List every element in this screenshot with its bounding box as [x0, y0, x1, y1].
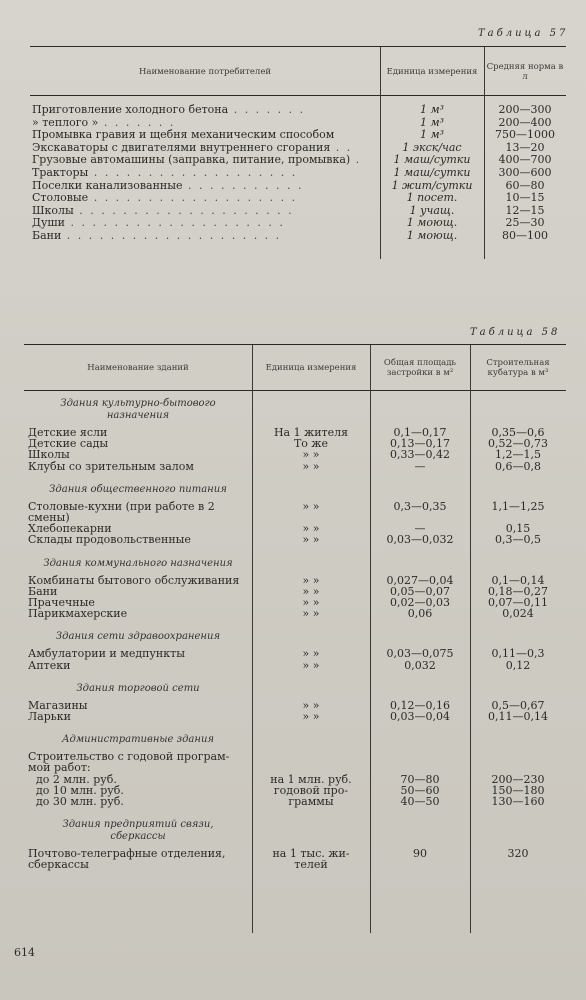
table58-row-unit: на 1 млн. руб. [270, 772, 352, 786]
table58-row-area: 0,05—0,07 [390, 584, 450, 598]
table58-row-area: 0,33—0,42 [390, 448, 450, 462]
table58-row-unit: » » [302, 607, 320, 621]
table58-row-vol: 0,024 [502, 607, 534, 621]
table58-row-unit: » » [302, 584, 320, 598]
table58-row-unit: годовой про- [273, 783, 349, 797]
table57-row-norm: 200—400 [498, 115, 552, 129]
table58-row-unit: » » [302, 459, 320, 473]
table57-row-unit: 1 экск/час [402, 140, 462, 154]
table57-row-unit: 1 м³ [419, 128, 445, 142]
table58-row-unit: » » [302, 698, 320, 712]
leader-dots: . . . . . . . . . . . [182, 179, 304, 192]
table57-row-unit: 1 учащ. [409, 203, 455, 217]
row-name-text: » теплого » [32, 116, 99, 129]
table58-section-title: Административные здания [61, 734, 215, 746]
table57-col-divider [380, 47, 381, 259]
table58-row-unit: » » [302, 448, 320, 462]
table58-section-title: Здания общественного питания [49, 483, 227, 495]
table58-section-title: сберкассы [110, 831, 166, 843]
table58-row-name: Бани [28, 584, 58, 598]
table58-row-name: Ларьки [28, 710, 71, 723]
table58-row-area: 0,12—0,16 [390, 698, 450, 712]
table58-caption: Таблица 58 [470, 327, 561, 338]
table57-row-name [32, 180, 378, 192]
table58-row-name: сберкассы [28, 858, 89, 872]
table57-row-unit: 1 моющ. [406, 229, 458, 242]
table57-row-norm: 10—15 [505, 191, 545, 205]
leader-dots: . [350, 154, 362, 167]
row-name-text: Приготовление холодного бетона [32, 104, 229, 116]
table57-header-rule [30, 95, 566, 96]
table58-top-rule [24, 344, 566, 345]
table57-row-norm: 200—300 [498, 103, 552, 116]
table58-row-name: до 10 млн. руб. [36, 783, 124, 797]
row-name-text: Грузовые автомашины (заправка, питание, промывка) [32, 154, 351, 167]
table58-row-vol: 0,52—0,73 [488, 437, 548, 451]
table58-row-name: мой работ: [28, 761, 91, 775]
table57-row-norm: 400—700 [498, 153, 552, 167]
table57-row-name [32, 192, 378, 204]
table58-header-name: Наименование зданий [87, 363, 189, 373]
table58-row-name: Комбинаты бытового обслуживания [28, 573, 240, 587]
table58-col-divider [370, 345, 371, 933]
table58-row-unit: » » [302, 533, 320, 547]
table58-row-vol: 0,12 [505, 658, 531, 672]
leader-dots: . . . . . . . . . . . . . . . . . . . [88, 192, 298, 205]
table58-row-unit: » » [302, 710, 320, 723]
table57-row-name [32, 104, 378, 116]
leader-dots: . . . . . . . . . . . . . . . . . . . [88, 167, 298, 179]
table58-row-unit: То же [293, 437, 329, 451]
table57-row-unit: 1 м³ [419, 115, 445, 129]
table57-row-norm: 80—100 [502, 229, 548, 242]
page-number: 614 [14, 946, 35, 959]
table58-row-area: 90 [413, 847, 427, 861]
table57-row-norm: 300—600 [498, 166, 552, 179]
table58-row-unit: » » [302, 573, 320, 587]
table58-row-vol: 1,2—1,5 [495, 448, 541, 462]
table58-section-title: Здания культурно-бытового [60, 398, 216, 409]
table58-row-area: 0,032 [404, 658, 436, 672]
table57-row-name [32, 142, 378, 154]
table58-row-name: Почтово-телеграфные отделения, [28, 847, 226, 861]
leader-dots: . . [330, 141, 353, 154]
table57-row-unit: 1 маш/сутки [393, 153, 471, 167]
table58-row-name: до 2 млн. руб. [36, 772, 117, 786]
table57-row-norm: 60—80 [505, 178, 545, 192]
table58-section-title: Здания торговой сети [76, 682, 200, 694]
table58-row-area: 70—80 [400, 772, 440, 786]
table58-row-vol: 0,15 [505, 522, 531, 536]
table58-col-divider [470, 345, 471, 933]
table58-row-vol: 0,3—0,5 [495, 533, 541, 547]
table57-row-norm: 25—30 [505, 216, 545, 230]
table58-row-name: Магазины [28, 698, 88, 712]
table58-row-name: Амбулатории и медпункты [28, 647, 185, 661]
table58-row-name: смены) [28, 511, 70, 524]
table57-caption: Таблица 57 [478, 28, 569, 39]
leader-dots: . . . . . . . . . . . . . . . . . . . . [61, 230, 282, 242]
table58-row-area: 0,06 [407, 607, 433, 621]
table58-section-title: Здания коммунального назначения [43, 557, 233, 569]
table58-row-vol: 0,07—0,11 [488, 596, 548, 609]
table57-row-unit: 1 жит/сутки [391, 178, 473, 192]
table58-row-area: — [414, 459, 426, 473]
table58-header-unit: Единица измерения [265, 363, 357, 373]
table58-row-name: Столовые-кухни (при работе в 2 [28, 499, 215, 513]
table58-row-unit: телей [294, 858, 328, 872]
table58-row-area: 0,3—0,35 [393, 499, 447, 513]
row-name-text: Экскаваторы с двигателями внутреннего сгорания [32, 141, 331, 154]
table58-row-name: Строительство с годовой програм- [28, 750, 230, 764]
table58-row-vol: 0,5—0,67 [491, 698, 545, 712]
table57-row-name [32, 167, 378, 179]
row-name-text: Поселки канализованные [32, 179, 183, 192]
table57-row-norm: 12—15 [505, 203, 545, 217]
table58-row-area: 40—50 [400, 795, 440, 808]
table57-row-unit: 1 маш/сутки [393, 166, 471, 179]
table58-row-vol: 150—180 [491, 783, 545, 797]
leader-dots: . . . . . . . . . . . . . . . . . . . . [64, 217, 285, 230]
table58-row-unit: » » [302, 647, 320, 661]
leader-dots: . . . . . . . [228, 104, 306, 116]
table57-row-name [32, 217, 378, 229]
table57-row-name [32, 129, 378, 141]
table58-row-name: Школы [28, 448, 70, 462]
leader-dots: . . . . . . . . . . . . . . . . . . . . [73, 204, 294, 217]
row-name-text: Тракторы [32, 167, 89, 179]
table58-col-divider [252, 345, 253, 933]
table58-row-unit: » » [302, 499, 320, 513]
table58-row-name: Клубы со зрительным залом [28, 459, 194, 473]
table57-row-name [32, 230, 378, 242]
table58-row-area: 0,03—0,032 [386, 533, 454, 547]
table58-row-unit: на 1 тыс. жи- [272, 847, 350, 861]
table57-row-name [32, 154, 378, 166]
table57-header-name: Наименование потребителей [138, 67, 272, 77]
table57-row-name [32, 205, 378, 217]
table58-row-area: 0,027—0,04 [386, 573, 454, 587]
row-name-text: Бани [32, 230, 62, 242]
table58-row-area: 0,03—0,075 [386, 647, 454, 661]
table57-row-norm: 750—1000 [495, 128, 555, 142]
row-name-text: Школы [32, 204, 74, 217]
table58-row-unit: » » [302, 522, 320, 536]
table58-section-title: Здания предприятий связи, [62, 819, 214, 831]
table58-row-unit: На 1 жителя [273, 426, 349, 439]
table58-row-area: 0,03—0,04 [390, 710, 450, 723]
table58-row-name: Детские сады [28, 437, 109, 451]
table58-row-area: 50—60 [400, 783, 440, 797]
table57-col-divider [484, 47, 485, 259]
table58-row-name: Детские ясли [28, 426, 108, 439]
table57-row-unit: 1 м³ [419, 103, 445, 116]
table58-row-name: до 30 млн. руб. [36, 795, 124, 808]
table58-row-vol: 1,1—1,25 [491, 499, 545, 513]
table58-row-unit: » » [302, 658, 320, 672]
table58-row-name: Парикмахерские [28, 607, 128, 621]
table58-row-vol: 0,11—0,3 [491, 647, 545, 661]
table58-row-area: 0,13—0,17 [390, 437, 450, 451]
table57-row-unit: 1 моющ. [406, 216, 458, 230]
row-name-text: Души [32, 217, 65, 230]
table57-top-rule [30, 46, 566, 47]
table58-row-name: Прачечные [28, 596, 95, 609]
leader-dots: . . . . . . . [98, 116, 176, 129]
row-name-text: Столовые [32, 192, 89, 205]
table58-section-title: Здания сети здравоохранения [55, 631, 221, 643]
table58-header-vol: Строительная кубатура в м³ [486, 358, 550, 378]
table58-row-name: Аптеки [28, 658, 71, 672]
table58-row-vol: 320 [507, 847, 529, 861]
table57-header-norm: Средняя норма в л [486, 62, 564, 82]
table58-row-vol: 130—160 [491, 795, 545, 808]
table58-row-vol: 0,1—0,14 [491, 573, 545, 587]
table58-row-area: — [414, 522, 426, 536]
table58-row-unit: » » [302, 596, 320, 609]
table57-row-norm: 13—20 [505, 140, 545, 154]
table58-row-name: Склады продовольственные [28, 533, 191, 547]
row-name-text: Промывка гравия и щебня механическим способом [32, 129, 335, 142]
table57-row-unit: 1 посет. [406, 191, 458, 205]
table58-row-vol: 0,11—0,14 [488, 710, 548, 723]
table58-row-vol: 200—230 [491, 772, 545, 786]
table58-row-unit: граммы [288, 795, 334, 808]
table58-row-vol: 0,18—0,27 [488, 584, 548, 598]
table58-row-vol: 0,6—0,8 [495, 459, 541, 473]
table58-row-area: 0,1—0,17 [393, 426, 447, 439]
table57-row-name [32, 117, 378, 129]
table57-header-unit: Единица измерения [386, 67, 478, 77]
table58-header-area: Общая площадь застройки в м² [383, 358, 457, 378]
table58-header-rule [24, 390, 566, 391]
table58-section-title: назначения [106, 410, 170, 421]
table58-row-vol: 0,35—0,6 [491, 426, 545, 439]
table58-row-area: 0,02—0,03 [390, 596, 450, 609]
table58-row-name: Хлебопекарни [28, 522, 112, 536]
